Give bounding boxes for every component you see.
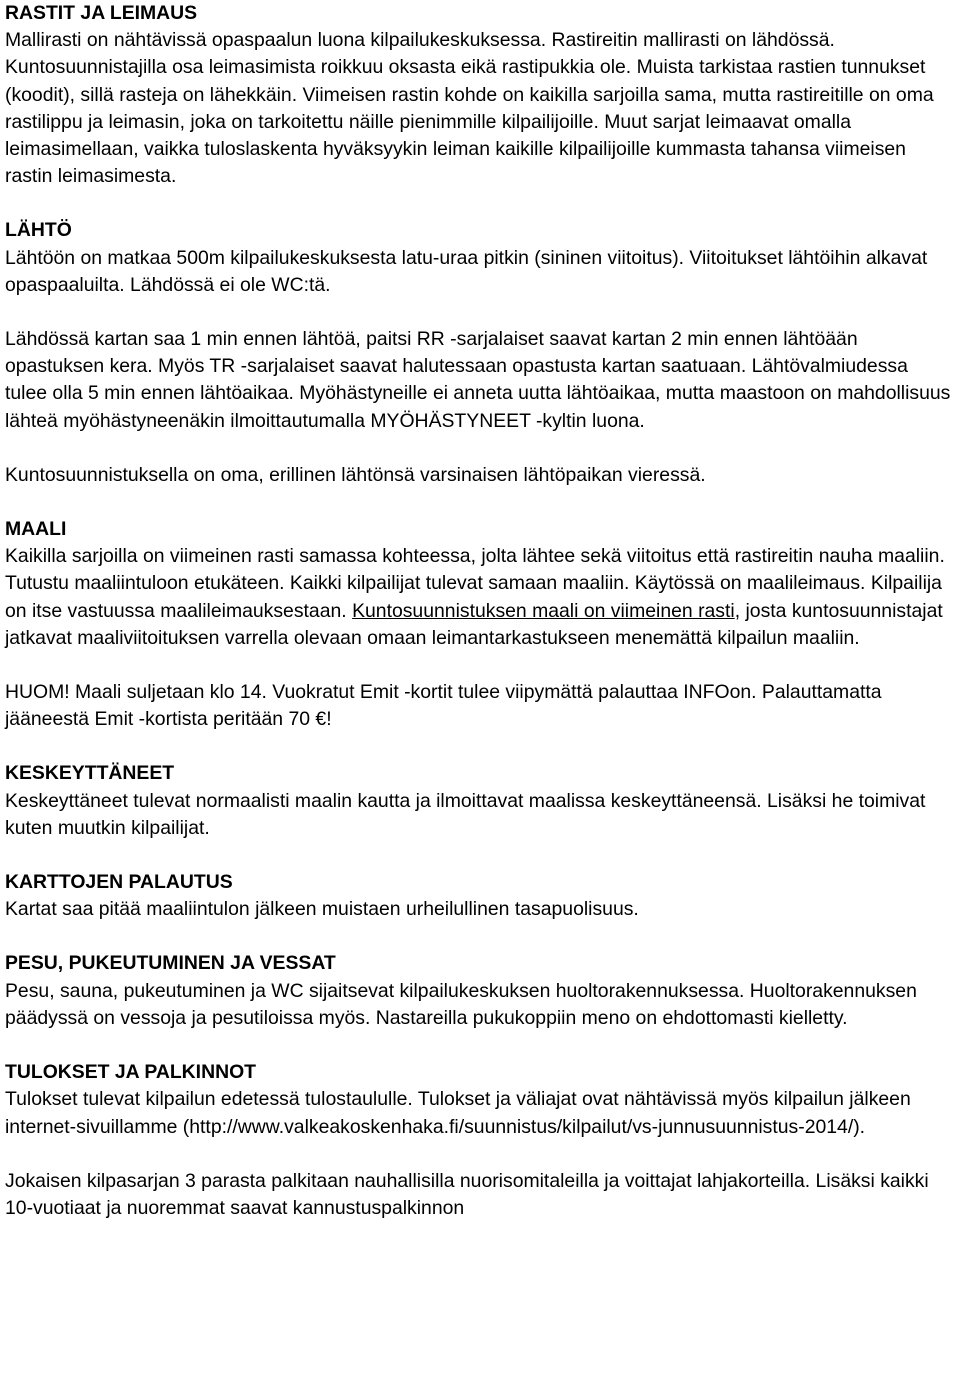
paragraph-tulokset-1: Tulokset tulevat kilpailun edetessä tulostaululle. Tulokset ja väliajat ovat nähtävissä myös kilpailun jälkeen internet-sivuillamme (http://www.valkeakoskenhaka.fi/suunnistus/kilpailut/vs-junnusuunnistus-2014/). [5, 1088, 911, 1138]
section-pesu [5, 950, 955, 1032]
maali-text-start: Kaikilla sarjoilla on viimeinen rasti samassa kohteessa, jolta lähtee sekä viitoitus että rastireitin nauha maaliin. Tutustu maaliintuloon etukäteen. Kaikki kilpailijat tulevat samaan maaliin. Käytössä on maalileimaus. Kilpailija on itse vastuussa maalileimauksestaan. [5, 545, 945, 622]
section-rastit [5, 0, 955, 190]
maali-text-end: , josta kuntosuunnistajat jatkavat maaliviitoituksen varrella olevaan omaan leimantarkastukseen menemättä kilpailun maaliin. [5, 599, 943, 649]
section-tulokset [5, 1059, 955, 1222]
paragraph-maali-1 [5, 543, 955, 652]
section-keskeyttaneet [5, 760, 955, 842]
paragraph-keskeyttaneet: Keskeyttäneet tulevat normaalisti maalin kautta ja ilmoittavat maalissa keskeyttäneensä. Lisäksi he toimivat kuten muutkin kilpailijat. [5, 789, 926, 839]
heading-keskeyttaneet: KESKEYTTÄNEET [5, 762, 175, 785]
paragraph-lahto-3: Kuntosuunnistuksella on oma, erillinen lähtönsä varsinaisen lähtöpaikan vieressä. [5, 463, 706, 486]
paragraph-maali-2: HUOM! Maali suljetaan klo 14. Vuokratut Emit -kortit tulee viipymättä palauttaa INFOon. Palauttamatta jääneestä Emit -kortista peritään 70 €! [5, 681, 882, 731]
section-maali [5, 516, 955, 733]
paragraph-pesu: Pesu, sauna, pukeutuminen ja WC sijaitsevat kilpailukeskuksen huoltorakennuksessa. Huoltorakennuksen päädyssä on vessoja ja pesutiloissa myös. Nastareilla pukukoppiin meno on ehdottomasti kielletty. [5, 979, 917, 1029]
section-karttojen-palautus [5, 869, 955, 923]
document [5, 0, 955, 1222]
paragraph-rastit: Mallirasti on nähtävissä opaspaalun luona kilpailukeskuksessa. Rastireitin mallirasti on lähdössä. Kuntosuunnistajilla osa leimasimista roikkuu oksasta eikä rastipukkia ole. Muista tarkistaa rastien tunnukset (koodit), sillä rasteja on lähekkäin. Viimeisen rastin kohde on kaikilla sarjoilla sama, mutta rastireitille on oma rastilippu ja leimasin, joka on tarkoitettu näille pienimmille kilpailijoille. Muut sarjat leimaavat omalla leimasimellaan, vaikka tuloslaskenta hyväksyykin leiman kaikille kilpailijoille kummasta tahansa viimeisen rastin leimasimesta. [5, 29, 934, 188]
section-lahto [5, 217, 955, 489]
paragraph-tulokset-2: Jokaisen kilpasarjan 3 parasta palkitaan nauhallisilla nuorisomitaleilla ja voittajat lahjakorteilla. Lisäksi kaikki 10-vuotiaat ja nuoremmat saavat kannustuspalkinnon [5, 1169, 929, 1219]
heading-lahto: LÄHTÖ [5, 219, 72, 242]
heading-tulokset: TULOKSET JA PALKINNOT [5, 1061, 256, 1084]
paragraph-lahto-1: Lähtöön on matkaa 500m kilpailukeskuksesta latu-uraa pitkin (sininen viitoitus). Viitoitukset lähtöihin alkavat opaspaaluilta. Lähdössä ei ole WC:tä. [5, 246, 928, 296]
paragraph-karttojen-palautus: Kartat saa pitää maaliintulon jälkeen muistaen urheilullinen tasapuolisuus. [5, 898, 639, 921]
heading-maali: MAALI [5, 518, 67, 541]
heading-rastit: RASTIT JA LEIMAUS [5, 2, 198, 24]
paragraph-lahto-2: Lähdössä kartan saa 1 min ennen lähtöä, paitsi RR -sarjalaiset saavat kartan 2 min ennen lähtöään opastuksen kera. Myös TR -sarjalaiset saavat halutessaan opastusta kartan saatuaan. Lähtövalmiudessa tulee olla 5 min ennen lähtöaikaa. Myöhästyneille ei anneta uutta lähtöaikaa, mutta maastoon on mahdollisuus lähteä myöhästyneenäkin ilmoittautumalla MYÖHÄSTYNEET -kyltin luona. [5, 328, 951, 432]
heading-karttojen-palautus: KARTTOJEN PALAUTUS [5, 871, 233, 894]
maali-underlined-text: Kuntosuunnistuksen maali on viimeinen rasti [352, 599, 735, 622]
heading-pesu: PESU, PUKEUTUMINEN JA VESSAT [5, 952, 336, 975]
